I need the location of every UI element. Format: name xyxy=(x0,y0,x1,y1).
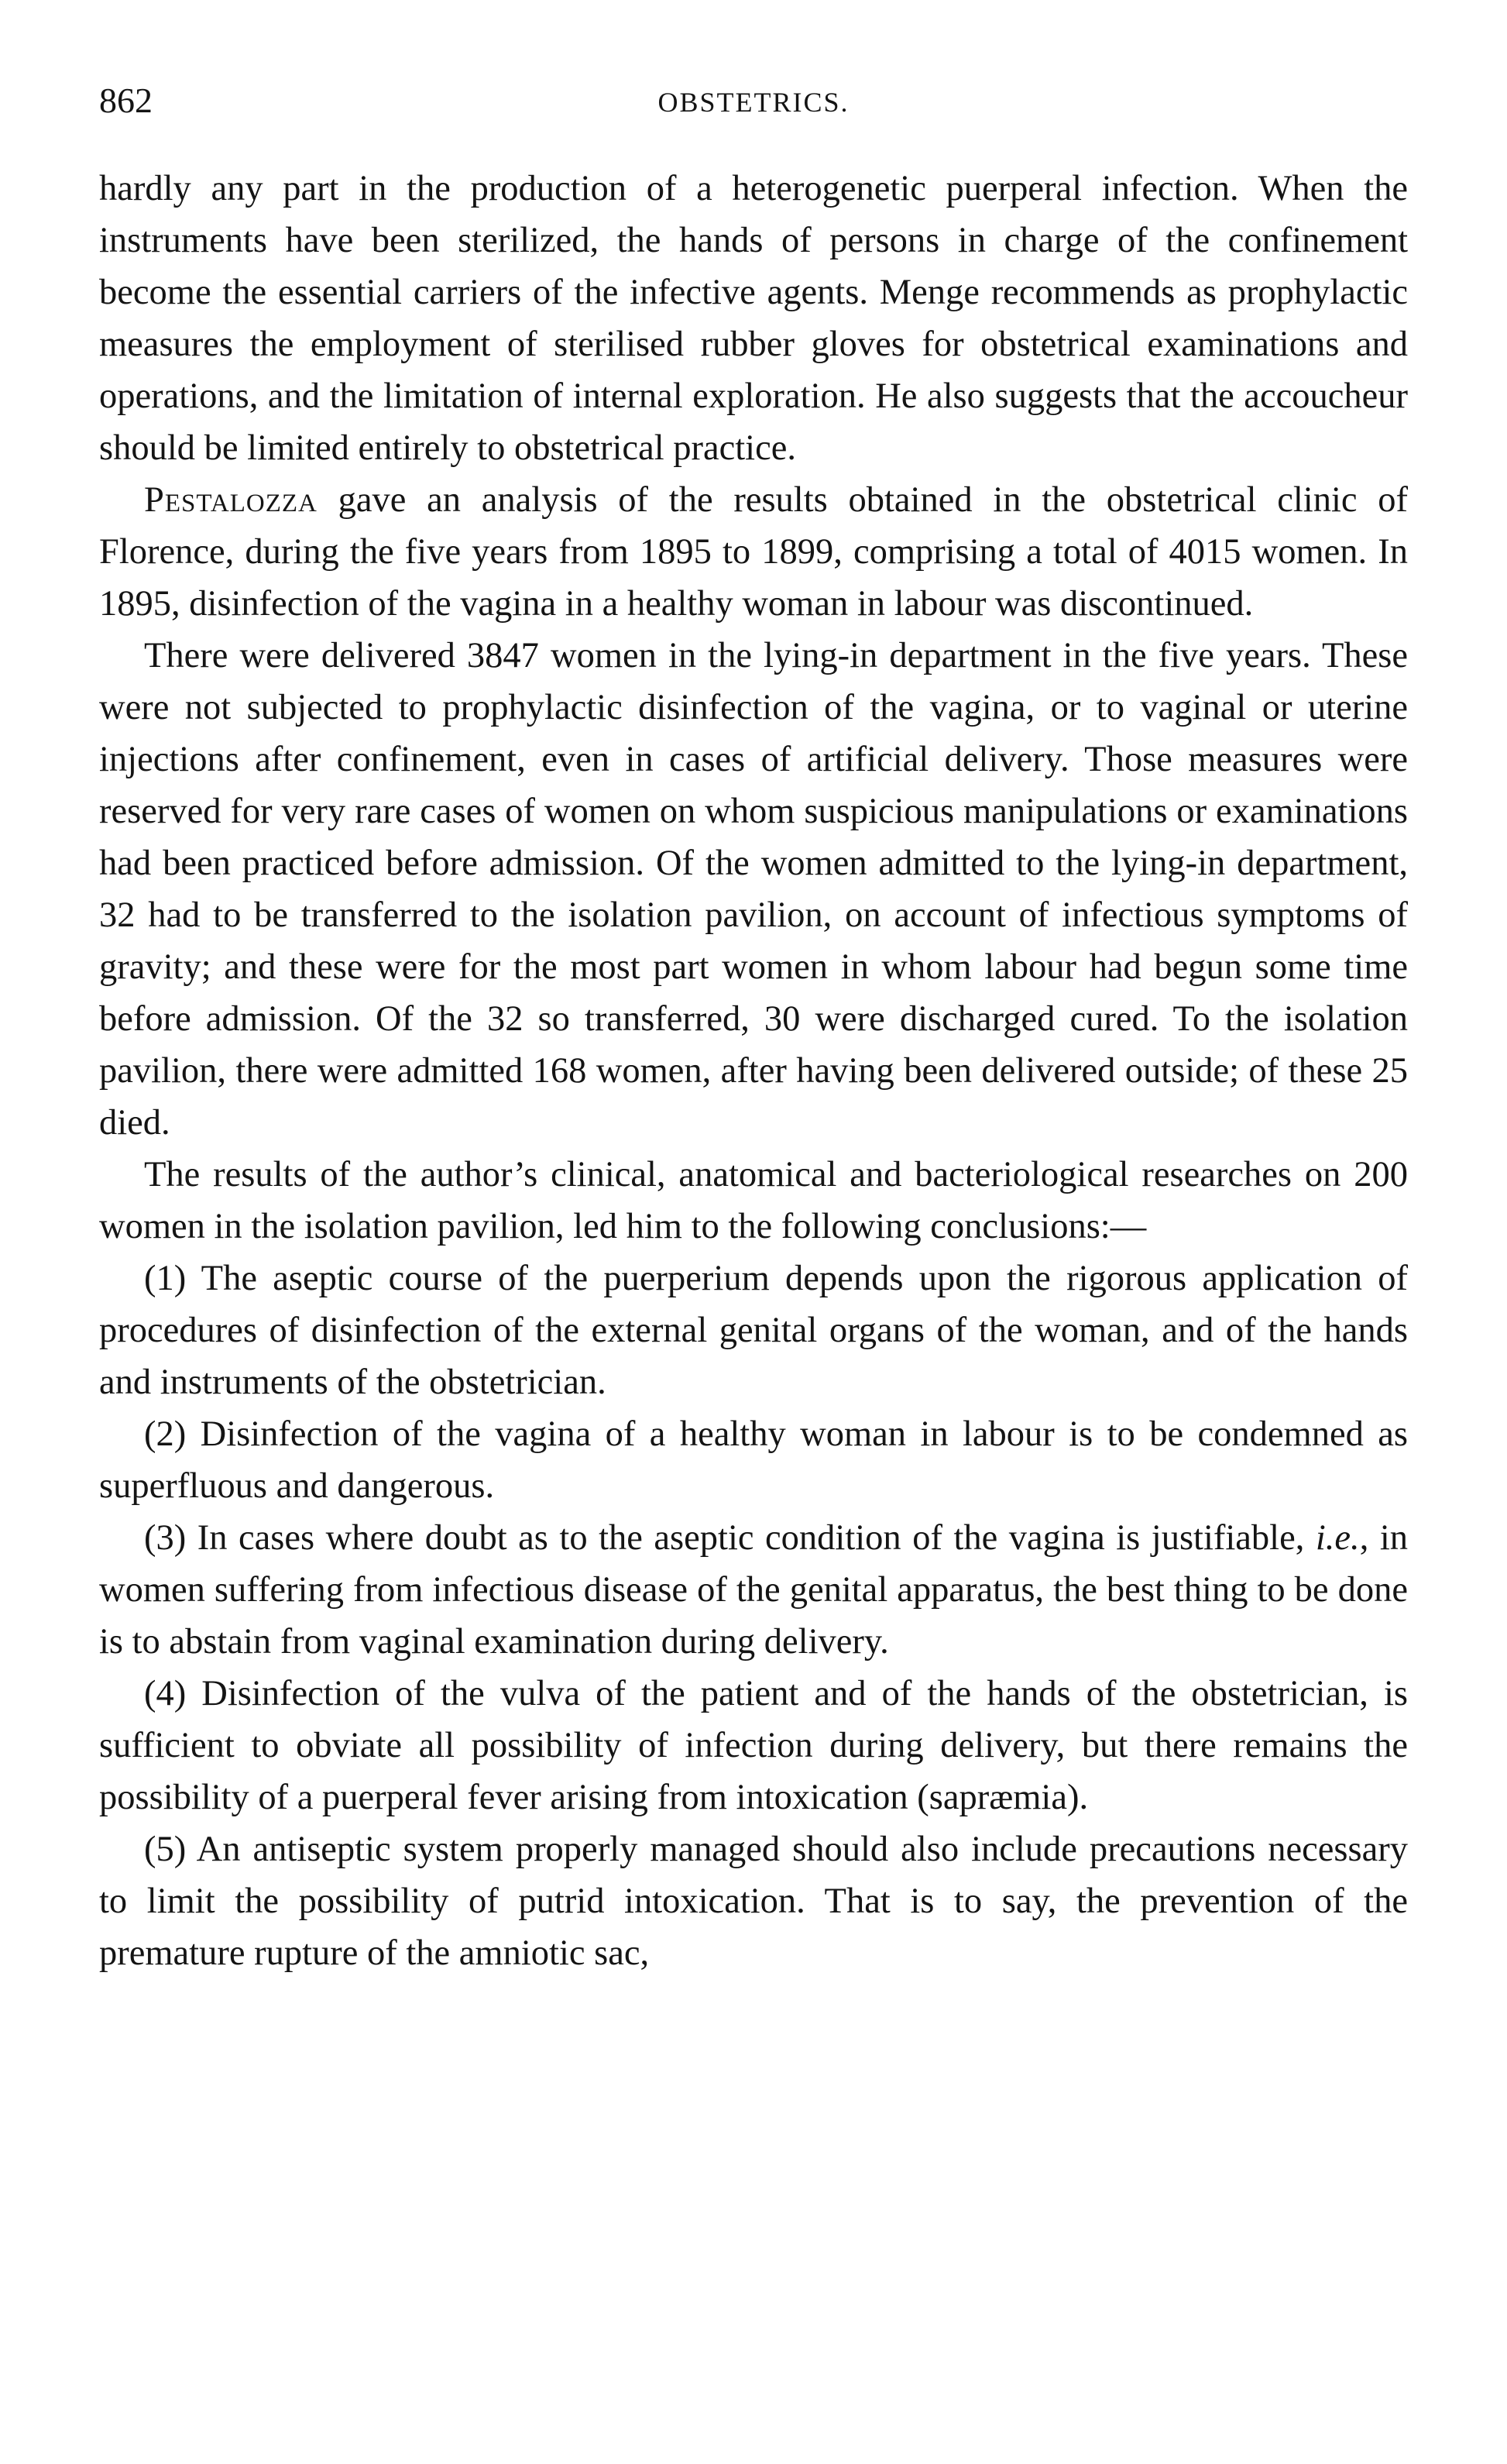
conclusion-3-text-a: (3) In cases where doubt as to the aseptic condition of the vagina is justifiable, xyxy=(144,1518,1316,1558)
paragraph-conclusions-intro: The results of the author’s clinical, anatomical and bacteriological researches on 200 women in the isolation pavilion, led him to the following conclusions:— xyxy=(99,1155,1408,1246)
paragraph-pestalozza-text: gave an analysis of the results obtained in the obstetrical clinic of Florence, during the five years from 1895 to 1899, comprising a total of 4015 women. In 1895, disinfection of the vagina in a healthy woman in labour was discontinued. xyxy=(99,480,1408,624)
running-title: OBSTETRICS. xyxy=(657,87,850,118)
paragraph-menge: hardly any part in the production of a heterogenetic puerperal infection. When the instruments have been sterilized, the hands of persons in charge of the confinement become the essential carriers of the infective agents. Menge recommends as prophylactic measures the employment of sterilised rubber gloves for obstetrical examinations and operations, and the limitation of internal exploration. He also suggests that the accoucheur should be limited entirely to obstetrical practice. xyxy=(99,169,1408,468)
author-name-pestalozza: Pestalozza xyxy=(144,480,318,520)
conclusion-2: (2) Disinfection of the vagina of a healthy woman in labour is to be condemned as superfluous and dangerous. xyxy=(99,1414,1408,1506)
paragraph-pestalozza xyxy=(99,474,1408,630)
conclusion-3-text-b: , in women suffering from infectious disease of the genital apparatus, the best thing to be done is to abstain from vaginal examination during delivery. xyxy=(99,1518,1408,1662)
page-number: 862 xyxy=(99,81,153,120)
conclusion-3-ie: i.e. xyxy=(1315,1518,1360,1558)
document-page xyxy=(99,77,1408,1979)
conclusion-3 xyxy=(99,1512,1408,1668)
running-head xyxy=(99,77,1408,132)
paragraph-lying-in-department: There were delivered 3847 women in the lying-in department in the five years. These were not subjected to prophylactic disinfection of the vagina, or to vaginal or uterine injections after confinement, even in cases of artificial delivery. Those measures were reserved for very rare cases of women on whom suspicious manipulations or examinations had been practiced before admission. Of the women admitted to the lying-in department, 32 had to be transferred to the isolation pavilion, on account of infectious symptoms of gravity; and these were for the most part women in whom labour had begun some time before admission. Of the 32 so transferred, 30 were discharged cured. To the isolation pavilion, there were admitted 168 women, after having been delivered outside; of these 25 died. xyxy=(99,636,1408,1143)
conclusion-5: (5) An antiseptic system properly managed should also include precautions necessary to limit the possibility of putrid intoxication. That is to say, the prevention of the premature rupture of the amniotic sac, xyxy=(99,1830,1408,1973)
conclusion-1: (1) The aseptic course of the puerperium depends upon the rigorous application of procedures of disinfection of the external genital organs of the woman, and of the hands and instruments of the obstetrician. xyxy=(99,1259,1408,1402)
conclusion-4: (4) Disinfection of the vulva of the patient and of the hands of the obstetrician, is sufficient to obviate all possibility of infection during delivery, but there remains the possibility of a puerperal fever arising from intoxication (sapræmia). xyxy=(99,1674,1408,1817)
